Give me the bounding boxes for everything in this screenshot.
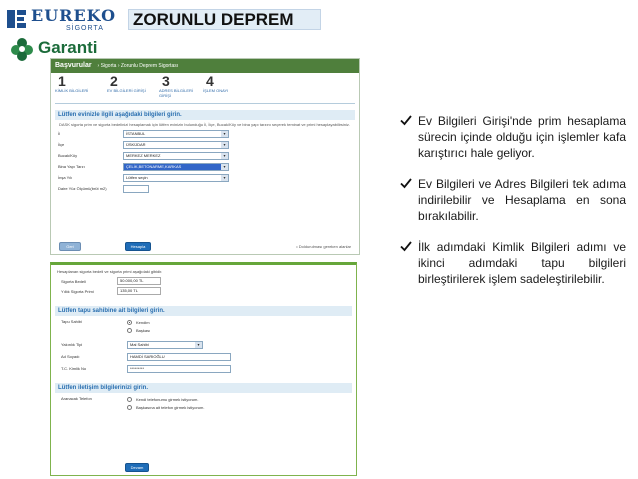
insured-value-label: Sigorta Bedeli	[61, 279, 86, 284]
dropdown-arrow-icon: ▾	[221, 164, 228, 170]
dropdown-arrow-icon: ▾	[221, 153, 228, 159]
house-section-note: DASK sigorta prim ve sigorta bedelinizi hesaplamak için lütfen evinizin bulunduğu İl, İlçe, Bucak/Köy ve bina yapı tarzını seçerek teminat ve primi hesaplayabilirsiniz.	[59, 122, 351, 127]
owner-option-self-label: Kendim	[136, 320, 150, 325]
district-label: İlçe	[58, 142, 65, 147]
checkmark-icon	[400, 177, 412, 189]
build-year-value: Lütfen seçin	[126, 175, 148, 180]
annual-premium-value: 135,00 TL	[117, 287, 161, 295]
house-section-title: Lütfen evinizle ilgili aşağıdaki bilgileri girin.	[55, 110, 355, 120]
province-row	[55, 129, 359, 140]
area-label: Daire Yüz Ölçümü(brüt m2)	[58, 186, 107, 191]
building-type-row	[55, 162, 359, 173]
eureko-brand: EUREKO	[31, 6, 117, 25]
phone-label: Aranacak Telefon	[61, 396, 92, 401]
premium-intro: Hesaplanan sigorta bedeli ve sigorta primi aşağıdaki gibidir.	[57, 269, 163, 274]
township-select[interactable]	[123, 152, 229, 160]
build-year-row	[55, 173, 359, 184]
phone-option-own-label: Kendi telefonumu girmek istiyorum.	[136, 397, 199, 402]
owner-option-self[interactable]	[127, 319, 356, 327]
relation-label: Yakınlık Tipi	[61, 342, 83, 347]
garanti-brand: Garanti	[38, 38, 98, 57]
step-divider	[55, 103, 355, 104]
owner-info-form-screenshot	[50, 262, 357, 476]
district-select[interactable]	[123, 141, 229, 149]
radio-unselected[interactable]	[127, 405, 132, 410]
bullet-text: Ev Bilgileri ve Adres Bilgileri tek adıma indirilebilir ve Hesaplama en sona bırakılabilir.	[418, 177, 626, 223]
name-input[interactable]: HAMDİ SARIOĞLU	[127, 353, 231, 361]
step-number: 1	[58, 73, 66, 89]
insured-value: 50.000,00 TL	[117, 277, 161, 285]
province-value: İSTANBUL	[126, 131, 146, 136]
owner-option-other-label: Başkası	[136, 328, 151, 333]
step-1[interactable]	[55, 75, 101, 93]
build-year-label: İnşa Yılı	[58, 175, 73, 180]
required-fields-note: • Doldurulması gereken alanlar	[296, 244, 351, 249]
form-footer	[55, 239, 355, 252]
province-select[interactable]	[123, 130, 229, 138]
bullet-list	[400, 113, 626, 302]
name-row	[57, 351, 356, 363]
eureko-logo-icon	[6, 8, 28, 30]
insured-value-row	[57, 276, 356, 286]
relation-row	[57, 339, 356, 351]
breadcrumb: › Sigorta › Zorunlu Deprem Sigortası	[97, 63, 179, 69]
relation-select[interactable]	[127, 341, 203, 349]
step-label: EV BİLGİLERİ GİRİŞİ	[107, 88, 146, 93]
bullet-item	[400, 113, 626, 161]
owner-section-title: Lütfen tapu sahibine ait bilgileri girin.	[55, 306, 352, 316]
building-type-value: ÇELİK,BETONARME,KARKAS	[126, 164, 182, 169]
bullet-text: Ev Bilgileri Girişi'nde prim hesaplama sürecin içinde olduğu için işlemler kafa karıştırıcı hale geliyor.	[418, 114, 626, 160]
annual-premium-row	[57, 286, 356, 296]
dropdown-arrow-icon: ▾	[221, 175, 228, 181]
radio-unselected[interactable]	[127, 328, 132, 333]
bullet-item	[400, 239, 626, 287]
district-value: ÜSKÜDAR	[126, 142, 146, 147]
phone-option-other-label: Başkasına ait telefon girmek istiyorum.	[136, 405, 205, 410]
dropdown-arrow-icon: ▾	[195, 342, 202, 348]
step-indicator	[51, 73, 359, 105]
township-label: Bucak/Köy	[58, 153, 78, 158]
contact-section-title: Lütfen iletişim bilgilerinizi girin.	[55, 383, 352, 393]
township-value: MERKEZ MERKEZ	[126, 153, 161, 158]
owner-option-other[interactable]	[127, 327, 356, 335]
dropdown-arrow-icon: ▾	[221, 142, 228, 148]
radio-unselected[interactable]	[127, 397, 132, 402]
step-label: ADRES BİLGİLERİ GİRİŞİ	[159, 88, 194, 98]
area-row	[55, 184, 359, 201]
tc-row	[57, 363, 356, 375]
slide-title: ZORUNLU DEPREM	[128, 9, 321, 30]
area-input[interactable]	[123, 185, 149, 193]
eureko-logo	[6, 6, 124, 32]
step-number: 2	[110, 73, 118, 89]
step-label: KİMLİK BİLGİLERİ	[55, 88, 89, 93]
province-label: İl	[58, 131, 60, 136]
radio-selected[interactable]	[127, 320, 132, 325]
tc-input[interactable]: *********	[127, 365, 231, 373]
back-button[interactable]: Geri	[59, 242, 81, 251]
township-row	[55, 151, 359, 162]
form-header	[51, 59, 359, 73]
phone-option-other[interactable]	[127, 404, 356, 412]
continue-button[interactable]: Devam	[125, 463, 149, 472]
step-number: 4	[206, 73, 214, 89]
bullet-text: İlk adımdaki Kimlik Bilgileri adımı ve ikinci adımdaki tapu bilgileri birleştirilerek işlem sadeleştirilebilir.	[418, 240, 626, 286]
owner-label: Tapu Sahibi	[61, 319, 82, 324]
garanti-clover-icon	[9, 36, 35, 62]
build-year-select[interactable]	[123, 174, 229, 182]
calculate-button[interactable]: Hesapla	[125, 242, 151, 251]
building-type-select[interactable]	[123, 163, 229, 171]
checkmark-icon	[400, 114, 412, 126]
step-3[interactable]	[159, 75, 205, 98]
eureko-sub: SİGORTA	[66, 25, 104, 32]
house-info-form-screenshot	[50, 58, 360, 255]
district-row	[55, 140, 359, 151]
tc-label: T.C. Kimlik No	[61, 366, 87, 371]
step-4[interactable]	[203, 75, 249, 93]
building-type-label: Bina Yapı Tarzı	[58, 164, 85, 169]
relation-value: Mal Sahibi	[130, 342, 149, 347]
annual-premium-label: Yıllık Sigorta Primi	[61, 289, 94, 294]
name-label: Ad Soyadı	[61, 354, 80, 359]
form-header-title: Başvurular	[55, 62, 92, 69]
dropdown-arrow-icon: ▾	[221, 131, 228, 137]
phone-option-own[interactable]	[127, 396, 356, 404]
step-label: İŞLEM ONAYI	[203, 88, 229, 93]
bullet-item	[400, 176, 626, 224]
checkmark-icon	[400, 240, 412, 252]
step-number: 3	[162, 73, 170, 89]
step-2[interactable]	[107, 75, 153, 93]
